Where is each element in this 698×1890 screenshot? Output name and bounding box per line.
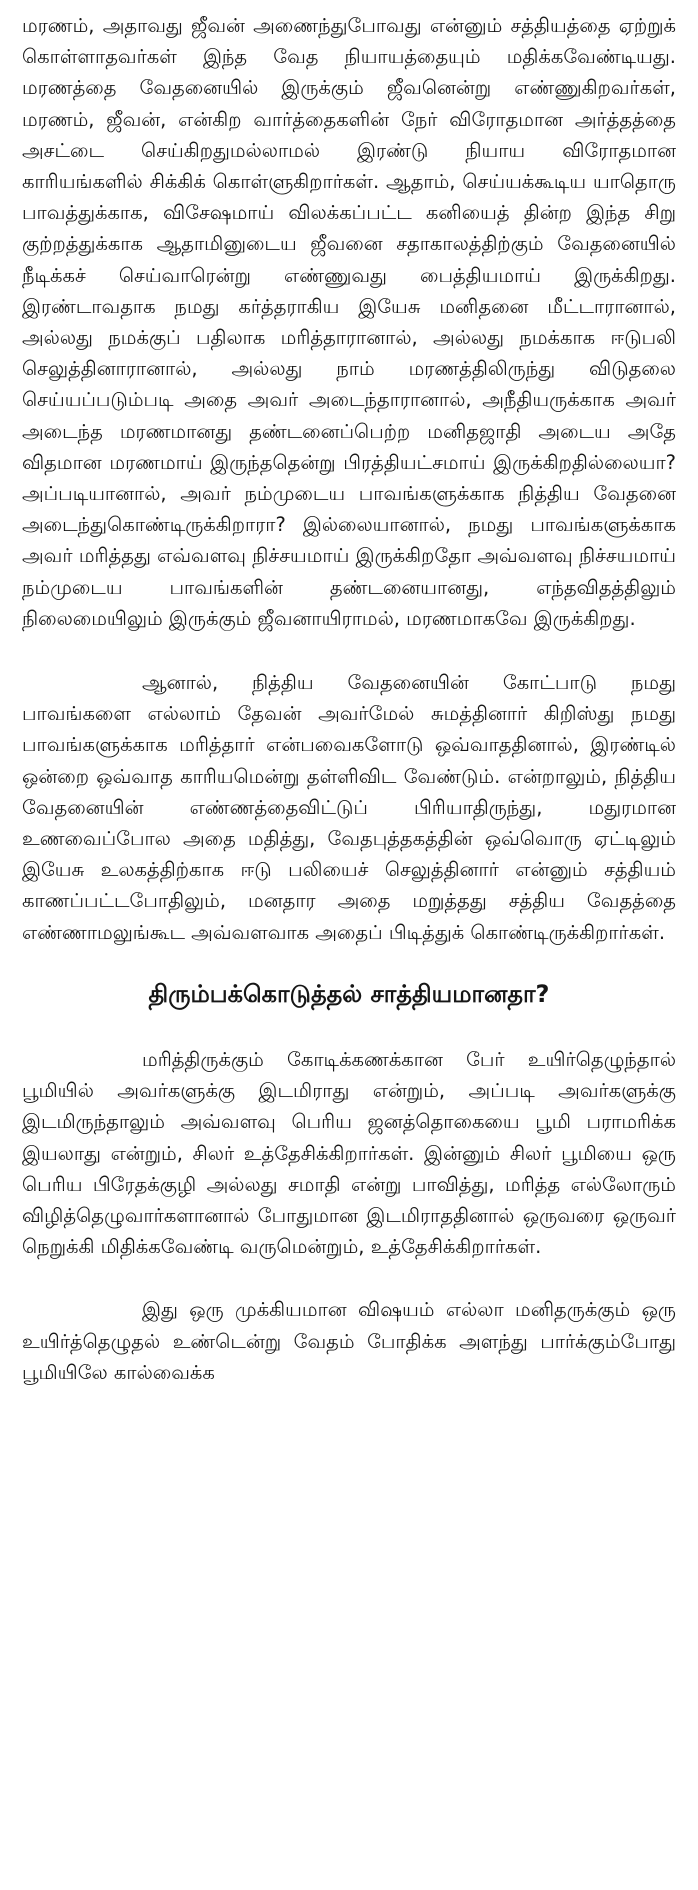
paragraph-important-matter: இது ஒரு முக்கியமான விஷயம் எல்லா மனிதருக்கும் ஒரு உயிர்த்தெழுதல் உண்டென்று வேதம் போதிக்க அளந்து பார்க்கும்போது பூமியிலே கால்வைக்க	[22, 1298, 676, 1384]
paragraph-resurrection-space: மரித்திருக்கும் கோடிக்கணக்கான பேர் உயிர்தெழுந்தால் பூமியில் அவர்களுக்கு இடமிராது என்றும், அப்படி அவர்களுக்கு இடமிருந்தாலும் அவ்வளவு பெரிய ஜனத்தொகையை பூமி பராமரிக்க இயலாது என்றும், சிலர் உத்தேசிக்கிறார்கள். இன்னும் சிலர் பூமியை ஒரு பெரிய பிரேதக்குழி அல்லது சமாதி என்று பாவித்து, மரித்த எல்லோரும் விழித்தெழுவார்களானால் போதுமான இடமிராததினால் ஒருவரை ஒருவர் நெறுக்கி மிதிக்கவேண்டி வருமென்றும், உத்தேசிக்கிறார்கள்.	[22, 1047, 676, 1259]
document-page	[22, 10, 676, 1388]
paragraph-death-meaning: மரணம், அதாவது ஜீவன் அணைந்துபோவது என்னும் சத்தியத்தை ஏற்றுக் கொள்ளாதவர்கள் இந்த வேத நியாயத்தையும் மதிக்கவேண்டியது. மரணத்தை வேதனையில் இருக்கும் ஜீவனென்று எண்ணுகிறவர்கள், மரணம், ஜீவன், என்கிற வார்த்தைகளின் நேர் விரோதமான அர்த்தத்தை அசட்டை செய்கிறதுமல்லாமல் இரண்டு நியாய விரோதமான காரியங்களில் சிக்கிக் கொள்ளுகிறார்கள். ஆதாம், செய்யக்கூடிய யாதொரு பாவத்துக்காக, விசேஷமாய் விலக்கப்பட்ட கனியைத் தின்ற இந்த சிறு குற்றத்துக்காக ஆதாமினுடைய ஜீவனை சதாகாலத்திற்கும் வேதனையில் நீடிக்கச் செய்வாரென்று எண்ணுவது பைத்தியமாய் இருக்கிறது. இரண்டாவதாக நமது கர்த்தராகிய இயேசு மனிதனை மீட்டாரானால், அல்லது நமக்குப் பதிலாக மரித்தாரானால், அல்லது நமக்காக ஈடுபலி செலுத்தினாரானால், அல்லது நாம் மரணத்திலிருந்து விடுதலை செய்யப்படும்படி அதை அவர் அடைந்தாரானால், அநீதியருக்காக அவர் அடைந்த மரணமானது தண்டனைப்பெற்ற மனிதஜாதி அடைய அதே விதமான மரணமாய் இருந்ததென்று பிரத்தியட்சமாய் இருக்கிறதில்லையா? அப்படியானால், அவர் நம்முடைய பாவங்களுக்காக நித்திய வேதனை அடைந்துகொண்டிருக்கிறாரா? இல்லையானால், நமது பாவங்களுக்காக அவர் மரித்தது எவ்வளவு நிச்சயமாய் இருக்கிறதோ அவ்வளவு நிச்சயமாய் நம்முடைய பாவங்களின் தண்டனையானது, எந்தவிதத்திலும் நிலைமையிலும் இருக்கும் ஜீவனாயிராமல், மரணமாகவே இருக்கிறது.	[22, 14, 676, 630]
paragraph-eternal-torment: ஆனால், நித்திய வேதனையின் கோட்பாடு நமது பாவங்களை எல்லாம் தேவன் அவர்மேல் சுமத்தினார் கிறிஸ்து நமது பாவங்களுக்காக மரித்தார் என்பவைகளோடு ஒவ்வாததினால், இரண்டில் ஒன்றை ஒவ்வாத காரியமென்று தள்ளிவிட வேண்டும். என்றாலும், நித்திய வேதனையின் எண்ணத்தைவிட்டுப் பிரியாதிருந்து, மதுரமான உணவைப்போல அதை மதித்து, வேதபுத்தகத்தின் ஒவ்வொரு ஏட்டிலும் இயேசு உலகத்திற்காக ஈடு பலியைச் செலுத்தினார் என்னும் சத்தியம் காணப்பட்டபோதிலும், மனதார அதை மறுத்தது சத்திய வேதத்தை எண்ணாமலுங்கூட அவ்வளவாக அதைப் பிடித்துக் கொண்டிருக்கிறார்கள்.	[22, 671, 676, 944]
section-heading: திரும்பக்கொடுத்தல் சாத்தியமானதா?	[148, 979, 550, 1008]
